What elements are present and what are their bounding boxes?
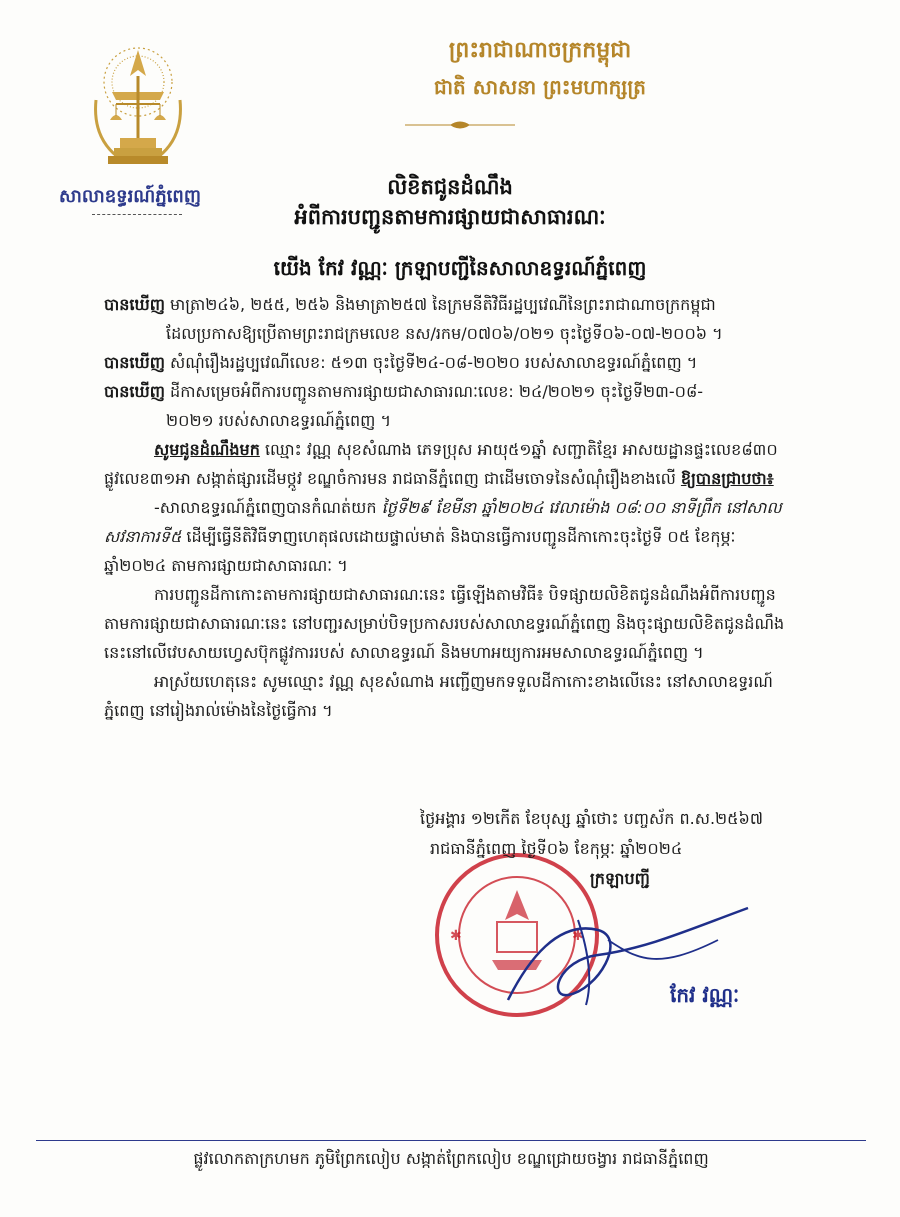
- consideration-1-cont: ដែលប្រកាសឱ្យប្រើតាមព្រះរាជក្រមលេខ នស/រកម/០៧០៦/០២១ ចុះថ្ងៃទី០៦-០៧-២០០៦ ។: [166, 324, 723, 343]
- svg-text:✱: ✱: [572, 928, 584, 944]
- court-emblem-icon: [82, 30, 194, 180]
- hearing-post: ដើម្បីធ្វើនីតិវិធីទាញហេតុផលដោយផ្ទាល់មាត់ និងបានធ្វើការបញ្ជូនដីកាកោះចុះថ្ងៃទី ០៥ ខែកុម្ភៈ ឆ្នាំ២០២៤ តាមការផ្សាយជាសាធារណៈ ។: [104, 527, 736, 575]
- footer-divider: [36, 1140, 866, 1141]
- issuer-line: យើង កែវ វណ្ណៈ ក្រឡាបញ្ជីនៃសាលាឧទ្ធរណ៍ភ្នំពេញ: [273, 256, 647, 280]
- notify-paragraph: [104, 435, 794, 493]
- consideration-text: សំណុំរឿងរដ្ឋប្បវេណីលេខ: ៥១៣ ចុះថ្ងៃទី២៤-០៨-២០២០ របស់សាលាឧទ្ធរណ៍ភ្នំពេញ ។: [170, 353, 698, 372]
- ornament-divider-icon: [405, 118, 515, 132]
- paragraph-hearing: [104, 493, 794, 580]
- hearing-pre: -សាលាឧទ្ធរណ៍ភ្នំពេញបានកំណត់យក: [154, 498, 382, 517]
- consideration-2: [104, 348, 794, 377]
- divider: [92, 214, 182, 216]
- title-line-2: អំពីការបញ្ជូនតាមការផ្សាយជាសាធារណៈ: [294, 205, 606, 229]
- national-motto: ជាតិ សាសនា ព្រះមហាក្សត្រ: [434, 75, 646, 99]
- hearing-date: ថ្ងៃទី២៩ ខែមីនា ឆ្នាំ២០២៤ វេលាម៉ោង ០៨:០០ នាទីព្រឹក នៅសាលសវនាការទី៥: [104, 498, 782, 546]
- consideration-label: បានឃើញ: [104, 295, 165, 314]
- signatory-name: កែវ វណ្ណៈ: [670, 983, 740, 1007]
- footer-address: ផ្លូវលោកតាក្រហមក ភូមិព្រែកលៀប សង្កាត់ព្រែកលៀប ខណ្ឌជ្រោយចង្វារ រាជធានីភ្នំពេញ: [193, 1149, 709, 1168]
- letter-body: [104, 290, 794, 725]
- lunar-date: ថ្ងៃអង្គារ ១២កេីត ខែបុស្ស ឆ្នាំថោះ បញ្ចស័ក ព.ស.២៥៦៧: [420, 809, 763, 828]
- kingdom-heading: ព្រះរាជាណាចក្រកម្ពុជា: [448, 38, 632, 63]
- solar-date: រាជធានីភ្នំពេញ ថ្ងៃទី០៦ ខែកុម្ភៈ ឆ្នាំ២០២៤: [430, 839, 683, 858]
- title-line-1: លិខិតជូនដំណឹង: [387, 175, 513, 199]
- consideration-1: [104, 290, 794, 319]
- paragraph-conclusion: អាស្រ័យហេតុនេះ សូមឈ្មោះ វណ្ណ សុខសំណាង អញ្ជើញមកទទួលដីកាកោះខាងលើនេះ នៅសាលាឧទ្ធរណ៍ភ្នំពេញ នៅរៀងរាល់ម៉ោងនៃថ្ងៃធ្វើការ ។: [104, 672, 773, 720]
- consideration-text: មាត្រា២៤៦, ២៥៥, ២៥៦ និងមាត្រា២៥៧ នៃក្រមនីតិវិធីរដ្ឋប្បវេណីនៃព្រះរាជាណាចក្រកម្ពុជា: [170, 295, 716, 314]
- consideration-3: [104, 377, 794, 406]
- signatory-role: ក្រឡាបញ្ជី: [590, 869, 650, 888]
- notify-lead: សូមជូនដំណឹងមក: [154, 440, 260, 459]
- court-name: សាលាឧទ្ធរណ៍ភ្នំពេញ: [59, 186, 201, 207]
- consideration-text: ដីកាសម្រេចអំពីការបញ្ជូនតាមការផ្សាយជាសាធារណៈលេខ: ២៤/២០២១ ចុះថ្ងៃទី២៣-០៨-: [170, 382, 704, 401]
- document-title: [240, 172, 660, 232]
- paragraph-method: ការបញ្ជូនដីកាកោះតាមការផ្សាយជាសាធារណៈនេះ ធ្វើឡើងតាមវិធី៖ បិទផ្សាយលិខិតជូនដំណឹងអំពីការបញ្ជូនតាមការផ្សាយជាសាធារណៈនេះ នៅបញ្ជរសម្រាប់បិទប្រកាសរបស់សាលាឧទ្ធរណ៍ភ្នំពេញ និងចុះផ្សាយលិខិតជូនដំណឹងនេះនៅលើវេបសាយហ្វេសប៊ុកផ្លូវការរបស់ សាលាឧទ្ធរណ៍ និងមហាអយ្យការអមសាលាឧទ្ធរណ៍ភ្នំពេញ ។: [104, 585, 785, 662]
- svg-text:✱: ✱: [450, 928, 462, 944]
- notify-tail: ឱ្យបានជ្រាបថា៖: [680, 469, 774, 488]
- notify-text: ឈ្មោះ វណ្ណ សុខសំណាង ភេទប្រុស អាយុ៥១ឆ្នាំ សញ្ជាតិខ្មែរ អាសយដ្ឋានផ្ទះលេខ៨៣០ ផ្លូវលេខ៣១អា សង្កាត់ផ្សារដើមថ្កូវ ខណ្ឌចំការមន រាជធានីភ្នំពេញ ជាដើមចោទនៃសំណុំរឿងខាងលើ: [104, 440, 778, 488]
- consideration-3-cont: ២០២១ របស់សាលាឧទ្ធរណ៍ភ្នំពេញ ។: [166, 411, 392, 430]
- consideration-label: បានឃើញ: [104, 382, 165, 401]
- consideration-label: បានឃើញ: [104, 353, 165, 372]
